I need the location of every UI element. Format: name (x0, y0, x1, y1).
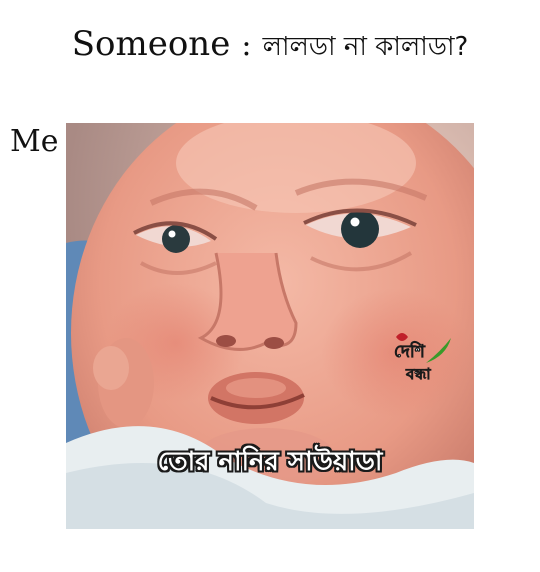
header-separator: : (241, 28, 252, 63)
meme-header (0, 24, 540, 70)
photo-caption: তোর নানির সাউয়াডা (157, 447, 383, 477)
baby-photo (66, 123, 474, 529)
speaker-label: Someone (71, 24, 231, 64)
speaker-question: লালডা না কালাডা? (262, 32, 469, 62)
watermark-line-2: বন্ধা (406, 365, 431, 383)
me-label: Me (10, 124, 59, 159)
heart-icon (396, 333, 408, 341)
leaf-icon (426, 338, 451, 363)
watermark-logo (386, 323, 456, 393)
watermark-line-1: দেশি (394, 342, 425, 362)
